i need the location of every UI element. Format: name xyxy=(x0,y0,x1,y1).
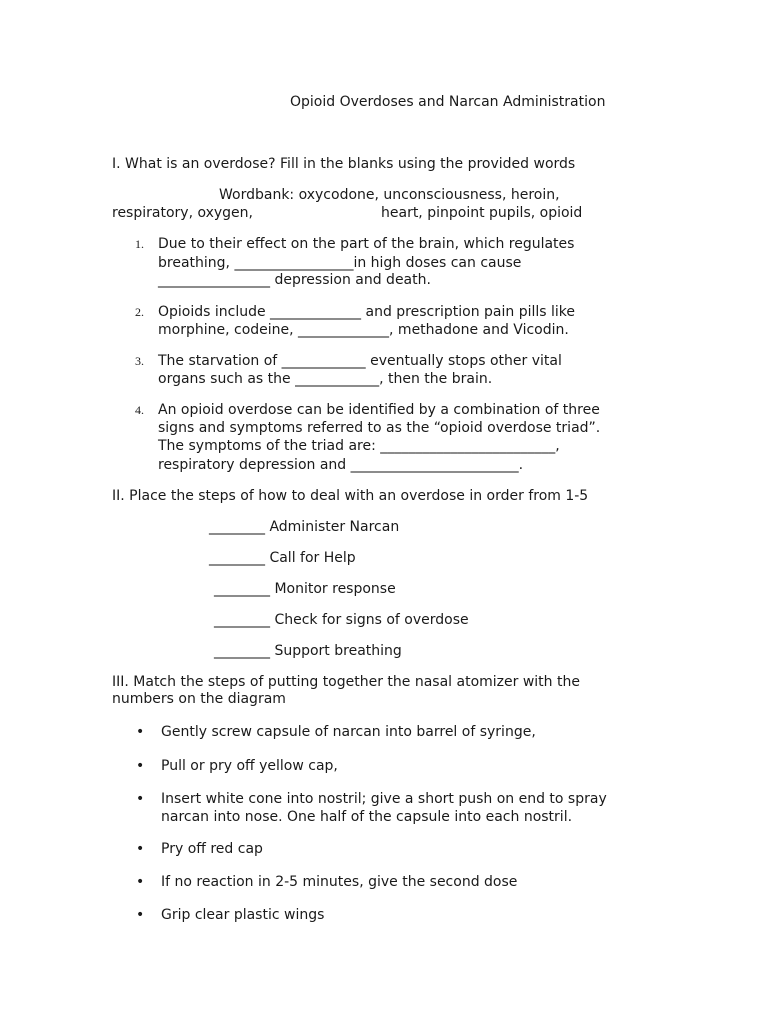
item-line: The symptoms of the triad are: _________________________, xyxy=(158,438,560,454)
item-line: organs such as the ____________, then the brain. xyxy=(158,371,493,387)
order-step: ________ Call for Help xyxy=(209,550,356,566)
bullet-line: Pull or pry off yellow cap, xyxy=(161,758,338,774)
wordbank-line-1: Wordbank: oxycodone, unconsciousness, heroin, xyxy=(219,187,560,203)
bullet-icon: • xyxy=(136,874,145,890)
bullet-line: Gently screw capsule of narcan into barrel of syringe, xyxy=(161,724,536,740)
bullet-icon: • xyxy=(136,907,145,923)
item-line: The starvation of ____________ eventually stops other vital xyxy=(158,353,562,369)
page-title: Opioid Overdoses and Narcan Administration xyxy=(290,94,606,110)
bullet-icon: • xyxy=(136,724,145,740)
item-line: Due to their effect on the part of the brain, which regulates xyxy=(158,236,575,252)
item-line: An opioid overdose can be identified by a combination of three xyxy=(158,402,600,418)
item-line: Opioids include _____________ and prescription pain pills like xyxy=(158,304,576,320)
item-number: 4. xyxy=(135,403,144,417)
item-number: 3. xyxy=(135,354,144,368)
bullet-icon: • xyxy=(136,841,145,857)
order-step: ________ Check for signs of overdose xyxy=(214,612,469,628)
bullet-icon: • xyxy=(136,791,145,807)
item-number: 2. xyxy=(135,305,144,319)
bullet-line: If no reaction in 2-5 minutes, give the second dose xyxy=(161,874,518,890)
wordbank-line-2a: respiratory, oxygen, xyxy=(112,205,253,221)
bullet-line: Insert white cone into nostril; give a short push on end to spray xyxy=(161,791,607,807)
item-line: signs and symptoms referred to as the “opioid overdose triad”. xyxy=(158,420,601,436)
bullet-line: Pry off red cap xyxy=(161,841,263,857)
bullet-line: narcan into nose. One half of the capsule into each nostril. xyxy=(161,809,573,825)
section-3-heading-line-2: numbers on the diagram xyxy=(112,691,286,707)
item-line: morphine, codeine, _____________, methadone and Vicodin. xyxy=(158,322,569,338)
order-step: ________ Administer Narcan xyxy=(209,519,400,535)
section-2-heading: II. Place the steps of how to deal with an overdose in order from 1-5 xyxy=(112,488,589,504)
item-line: respiratory depression and ________________________. xyxy=(158,457,524,473)
item-number: 1. xyxy=(135,237,144,251)
bullet-icon: • xyxy=(136,758,145,774)
order-step: ________ Monitor response xyxy=(214,581,396,597)
section-3-heading-line-1: III. Match the steps of putting together the nasal atomizer with the xyxy=(112,674,580,690)
section-1-heading: I. What is an overdose? Fill in the blanks using the provided words xyxy=(112,156,576,172)
order-step: ________ Support breathing xyxy=(214,643,402,659)
item-line: breathing, _________________in high doses can cause xyxy=(158,255,522,271)
bullet-line: Grip clear plastic wings xyxy=(161,907,325,923)
wordbank-line-2b: heart, pinpoint pupils, opioid xyxy=(381,205,583,221)
item-line: ________________ depression and death. xyxy=(158,272,431,288)
